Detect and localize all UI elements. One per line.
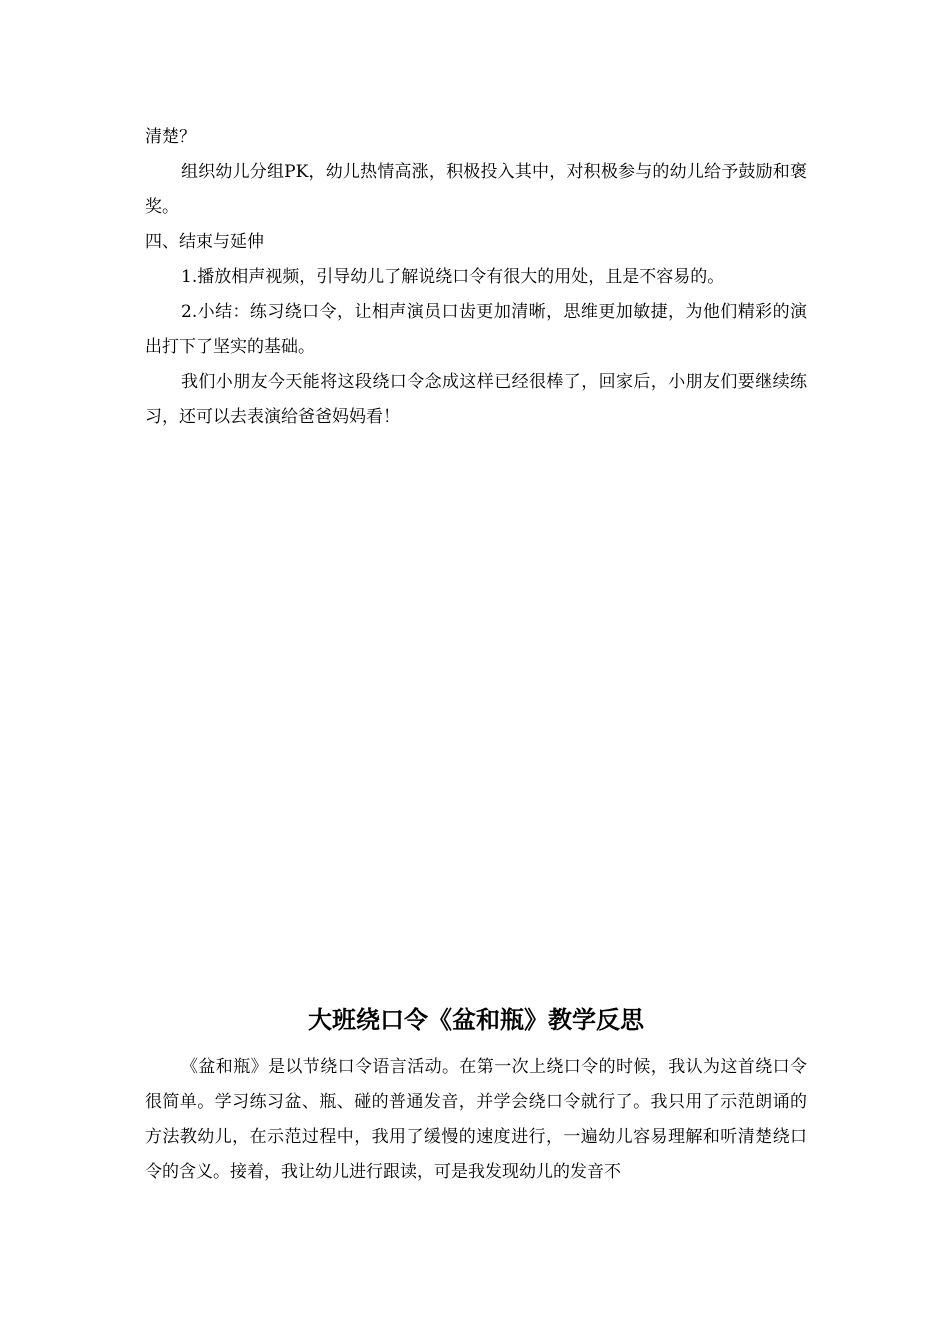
paragraph-continuation: 清楚？ — [145, 127, 196, 147]
paragraph-step-2: 2.小结：练习绕口令，让相声演员口齿更加清晰，思维更加敏捷，为他们精彩的演出打下了坚实的基础。 — [145, 302, 807, 357]
reflection-body — [145, 1050, 807, 1190]
lesson-plan-ending — [145, 120, 807, 435]
section-heading-ending: 四、结束与延伸 — [145, 232, 264, 252]
paragraph-step-1: 1.播放相声视频，引导幼儿了解说绕口令有很大的用处，且是不容易的。 — [181, 267, 725, 287]
reflection-paragraph: 《盆和瓶》是以节绕口令语言活动。在第一次上绕口令的时候，我认为这首绕口令很简单。学习练习盆、瓶、碰的普通发音，并学会绕口令就行了。我只用了示范朗诵的方法教幼儿，在示范过程中，我用了缓慢的速度进行，一遍幼儿容易理解和听清楚绕口令的含义。接着，我让幼儿进行跟读，可是我发现幼儿的发音不 — [145, 1057, 807, 1182]
paragraph-closing: 我们小朋友今天能将这段绕口令念成这样已经很棒了，回家后，小朋友们要继续练习，还可以去表演给爸爸妈妈看！ — [145, 372, 807, 427]
reflection-title: 大班绕口令《盆和瓶》教学反思 — [308, 1006, 644, 1034]
paragraph-group-pk: 组织幼儿分组PK，幼儿热情高涨，积极投入其中，对积极参与的幼儿给予鼓励和褒奖。 — [145, 162, 807, 217]
